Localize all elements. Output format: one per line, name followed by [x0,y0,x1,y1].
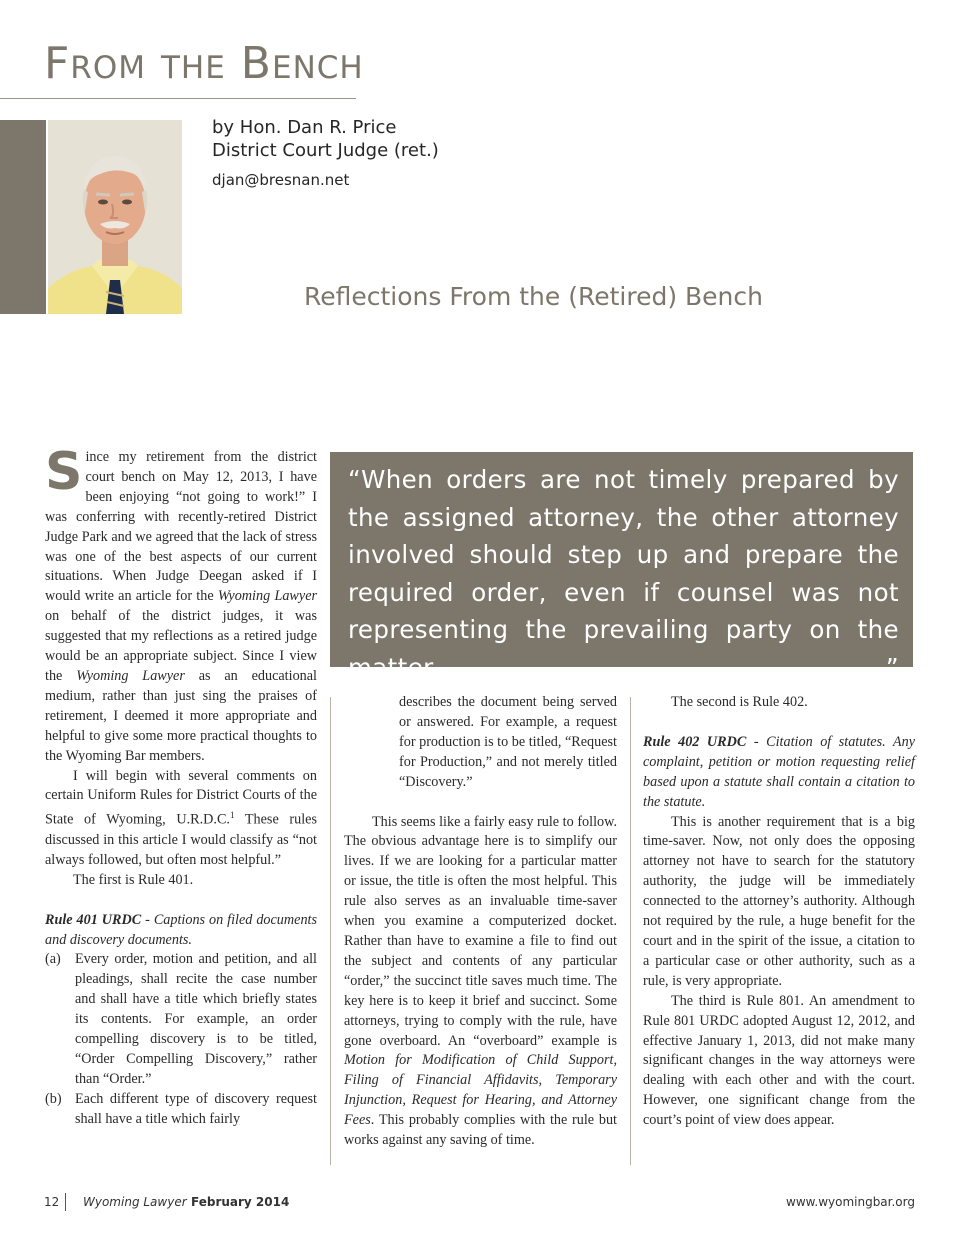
section-title: From the Bench [44,38,364,89]
paragraph: The second is Rule 402. [671,694,808,710]
title-rule [0,98,356,99]
rule-402-heading: Rule 402 URDC - Citation of statutes. Any complaint, petition or motion requesting relief based upon a statute shall contain a citation to the statute. [643,733,915,810]
footnote-marker: 1 [229,810,235,821]
list-item-a: (a) Every order, motion and petition, and all pleadings, shall recite the case number and shall have a title which briefly states its contents. For example, an order compelling discovery is to be titled, “Order Compelling Discovery,” rather than “Order.” [45,951,317,1087]
text-column-1 [45,428,317,1130]
issue-date: February 2014 [191,1195,290,1209]
author-name: by Hon. Dan R. Price [212,117,397,138]
author-photo [48,120,182,314]
page-footer [44,1193,915,1213]
author-email[interactable]: djan@bresnan.net [212,171,350,189]
column-divider [630,697,631,1165]
footer-divider [65,1193,66,1211]
rule-401-heading: Rule 401 URDC - Captions on filed documents and discovery documents. [45,911,317,948]
paragraph: The first is Rule 401. [73,871,194,888]
list-item-b-continued: describes the document being served or answered. For example, a request for production is to be titled, “Request for Production,” and not merely titled “Discovery.” [399,694,617,790]
intro-paragraph: Since my retirement from the district court bench on May 12, 2013, I have been enjoying “not going to work!” I was conferring with recently-retired District Judge Park and we agreed that the lack of stress was one of the best aspects of our current situations. When Judge Deegan asked if I would write an article for the Wyoming Lawyer on behalf of the district judges, it was suggested that my reflections as a retired judge would be an appropriate subject. Since I view the Wyoming Lawyer as an educational medium, rather than just sing the praises of retirement, I deemed it more appropriate and helpful to give some more practical thoughts to the Wyoming Bar members. [45,442,318,764]
article-title: Reflections From the (Retired) Bench [304,282,763,311]
paragraph: This seems like a fairly easy rule to follow. The obvious advantage here is to simplify our lives. If we are looking for a particular matter or issue, the title is often the most helpful. This rule also serves as an invaluable time-saver when you examine a computerized docket. Rather than have to examine a file to find out the subject and contents of any particular “order,” the succinct title saves much time. The key here is to keep it brief and succinct. Some attorneys, trying to comply with the rule, have gone overboard. An “overboard” example is Motion for Modification of Child Support, Filing of Financial Affidavits, Temporary Injunction, Request for Hearing, and Attorney Fees. This probably complies with the rule but works against any saving of time. [344,813,617,1149]
column-divider [330,697,331,1165]
portrait-illustration [48,120,182,314]
drop-cap: S [45,442,83,502]
list-item-b: (b) Each different type of discovery request shall have a title which fairly [45,1090,317,1127]
list-marker: (a) [45,951,61,968]
page-number: 12 [44,1195,60,1209]
text-column-2 [344,693,617,1151]
pull-quote: “When orders are not timely prepared by the assigned attorney, the other attorney involved should step up and prepare the required order, even if counsel was not representing the prevailing party on the matter. ” [330,452,913,667]
paragraph: I will begin with several comments on certain Uniform Rules for District Courts of the State of Wyoming, U.R.D.C.$^1$ These rules discussed in this article I would classify as “not always followed, but often most helpful.” [45,767,317,868]
paragraph: This is another requirement that is a big time-saver. Now, not only does the opposing attorney not have to search for the statutory authority, the judge will be immediately connected to the attorney’s authority. Although not required by the rule, a huge benefit for the court and in the spirit of the issue, a citation to a particular case or other authority, such as a rule, is very appropriate. [643,813,915,989]
magazine-name: Wyoming Lawyer [83,1195,187,1209]
accent-bar [0,120,46,314]
text-column-3 [643,693,915,1131]
paragraph: The third is Rule 801. An amendment to Rule 801 URDC adopted August 12, 2012, and effective January 1, 2013, did not make many significant changes in the way attorneys were dealing with each other and with the court. However, one significant change from the court’s point of view does appear. [643,992,915,1129]
list-marker: (b) [45,1090,62,1107]
author-title: District Court Judge (ret.) [212,140,439,161]
website-link[interactable]: www.wyomingbar.org [786,1195,915,1209]
byline [212,116,439,189]
